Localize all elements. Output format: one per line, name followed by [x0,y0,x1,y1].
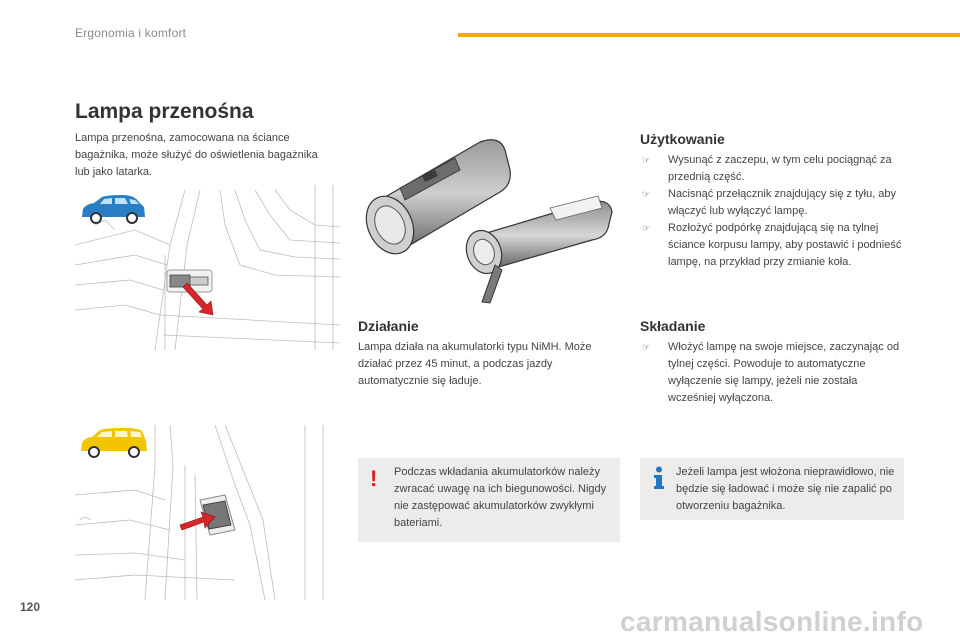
blue-hatchback-icon [78,193,148,227]
usage-title: Użytkowanie [640,131,725,147]
operation-title: Działanie [358,318,419,334]
folding-list [640,339,905,407]
page-title: Lampa przenośna [75,100,254,123]
yellow-minivan-icon [78,425,150,461]
info-icon [652,466,666,495]
warning-box [358,458,620,542]
pointing-hand-icon: ☞ [642,223,651,233]
pointing-hand-icon: ☞ [642,155,651,165]
list-item: ☞ Włożyć lampę na swoje miejsce, zaczynając od tylnej części. Powoduje to automatyczne wyłączenie się lampy, jeżeli nie została wcześniej wyłączona. [642,341,900,404]
page-number: 120 [20,600,41,614]
folding-title: Składanie [640,318,706,334]
list-item: ☞ Rozłożyć podpórkę znajdującą się na tylnej ściance korpusu lampy, aby postawić i podnieść lampę, na przykład przy zmianie koła. [642,222,902,268]
pointing-hand-icon: ☞ [642,189,651,199]
list-item: ☞ Wysunąć z zaczepu, w tym celu pociągnąć za przednią część. [642,154,892,183]
info-text: Jeżeli lampa jest włożona nieprawidłowo, nie będzie się ładować i może się nie zapalić po otworzeniu bagażnika. [676,466,895,512]
info-box [640,458,904,520]
pointing-hand-icon: ☞ [642,342,651,352]
portable-lamp-illustration [360,130,620,305]
header-accent-bar [458,33,960,37]
section-header: Ergonomia i komfort [75,26,187,40]
operation-text: Lampa działa na akumulatorki typu NiMH. Może działać przez 45 minut, a podczas jazdy automatycznie się ładuje. [358,341,592,387]
warning-exclamation-icon: ! [370,466,378,491]
intro-text: Lampa przenośna, zamocowana na ściance bagażnika, może służyć do oświetlenia bagażnika lub jako latarka. [75,132,318,178]
watermark: carmanualsonline.info [620,606,924,637]
warning-text: Podczas wkładania akumulatorków należy zwracać uwagę na ich biegunowości. Nigdy nie zastępować akumulatorków zwykłymi bateriami. [394,466,607,529]
list-item: ☞ Nacisnąć przełącznik znajdujący się z tyłu, aby włączyć lub wyłączyć lampę. [642,188,897,217]
usage-list [640,152,910,271]
